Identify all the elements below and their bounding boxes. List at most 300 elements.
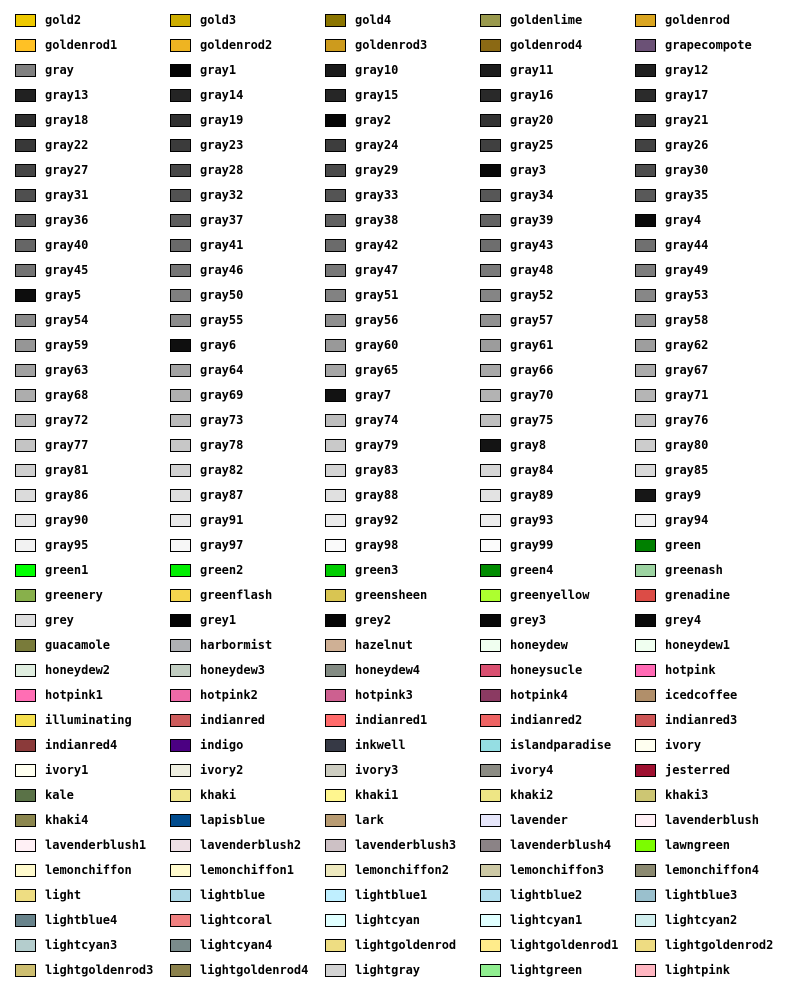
color-swatch-item (155, 850, 310, 875)
color-name-label: green (665, 538, 702, 552)
color-swatch-item (310, 575, 465, 600)
color-name-label: islandparadise (510, 738, 612, 752)
color-swatch-item (155, 75, 310, 100)
color-name-label: gray27 (45, 163, 89, 177)
color-swatch-item (0, 525, 155, 550)
color-swatch-item (465, 800, 620, 825)
color-name-label: indianred1 (355, 713, 428, 727)
color-name-label: lavenderblush4 (510, 838, 612, 852)
color-name-label: gold4 (355, 13, 392, 27)
color-name-label: gray58 (665, 313, 709, 327)
color-name-label: gray39 (510, 213, 554, 227)
color-name-label: goldenrod3 (355, 38, 428, 52)
color-swatch-item (465, 375, 620, 400)
color-swatch (635, 964, 656, 977)
color-name-label: lemonchiffon4 (665, 863, 759, 877)
color-swatch-item (310, 125, 465, 150)
color-swatch-item (620, 950, 775, 975)
color-swatch-item (155, 775, 310, 800)
color-swatch-item (310, 925, 465, 950)
color-swatch-item (310, 825, 465, 850)
color-swatch-item (155, 875, 310, 900)
color-name-label: lawngreen (665, 838, 731, 852)
color-name-label: lemonchiffon2 (355, 863, 449, 877)
color-name-label: hotpink2 (200, 688, 258, 702)
color-name-label: grapecompote (665, 38, 752, 52)
color-swatch-item (155, 600, 310, 625)
color-name-label: gray63 (45, 363, 89, 377)
color-name-label: lightblue2 (510, 888, 583, 902)
color-swatch-item (465, 250, 620, 275)
color-name-label: gray93 (510, 513, 554, 527)
color-name-label: illuminating (45, 713, 132, 727)
color-swatch-item (0, 350, 155, 375)
color-name-label: gray59 (45, 338, 89, 352)
color-name-label: indianred3 (665, 713, 738, 727)
color-name-label: lark (355, 813, 384, 827)
color-swatch-item (310, 650, 465, 675)
color-swatch-item (465, 775, 620, 800)
color-swatch-item (465, 825, 620, 850)
color-swatch-item (0, 675, 155, 700)
color-swatch-item (310, 775, 465, 800)
color-swatch-item (310, 950, 465, 975)
color-name-label: gray18 (45, 113, 89, 127)
color-name-label: guacamole (45, 638, 111, 652)
color-name-label: gray86 (45, 488, 89, 502)
color-name-label: gray69 (200, 388, 244, 402)
color-name-label: gray90 (45, 513, 89, 527)
color-name-label: gray60 (355, 338, 399, 352)
color-swatch-item (620, 825, 775, 850)
color-swatch-item (620, 425, 775, 450)
color-swatch-item (310, 400, 465, 425)
color-name-label: green2 (200, 563, 244, 577)
color-swatch-item (155, 925, 310, 950)
color-swatch-item (0, 275, 155, 300)
color-swatch-item (155, 625, 310, 650)
color-name-label: gray80 (665, 438, 709, 452)
color-swatch-item (0, 900, 155, 925)
color-name-label: gray72 (45, 413, 89, 427)
color-name-label: gray74 (355, 413, 399, 427)
color-name-label: gray71 (665, 388, 709, 402)
color-name-label: gray79 (355, 438, 399, 452)
color-swatch-item (155, 900, 310, 925)
color-name-label: gray61 (510, 338, 554, 352)
color-swatch-item (620, 275, 775, 300)
color-swatch-item (310, 225, 465, 250)
color-name-label: gray73 (200, 413, 244, 427)
color-name-label: gray23 (200, 138, 244, 152)
color-name-label: gray20 (510, 113, 554, 127)
color-swatch-item (620, 525, 775, 550)
color-name-label: greenyellow (510, 588, 590, 602)
color-swatch-item (310, 450, 465, 475)
color-name-label: inkwell (355, 738, 406, 752)
color-name-label: lightgoldenrod1 (510, 938, 619, 952)
color-name-label: gray42 (355, 238, 399, 252)
color-name-label: gray4 (665, 213, 702, 227)
color-swatch-item (310, 900, 465, 925)
color-swatch-item (620, 150, 775, 175)
color-name-label: lightgoldenrod4 (200, 963, 309, 977)
color-swatch-item (155, 250, 310, 275)
color-swatch-item (0, 775, 155, 800)
color-name-label: gray17 (665, 88, 709, 102)
color-swatch-item (620, 675, 775, 700)
color-swatch-item (0, 50, 155, 75)
color-name-label: grey3 (510, 613, 547, 627)
color-swatch-item (310, 50, 465, 75)
color-swatch-item (465, 900, 620, 925)
color-swatch (170, 964, 191, 977)
color-swatch-item (0, 25, 155, 50)
color-name-label: gray66 (510, 363, 554, 377)
color-swatch-item (0, 150, 155, 175)
color-name-label: ivory3 (355, 763, 399, 777)
color-name-label: lightgray (355, 963, 421, 977)
color-name-label: khaki4 (45, 813, 89, 827)
color-name-label: gray97 (200, 538, 244, 552)
color-swatch-item (310, 275, 465, 300)
color-name-label: gray78 (200, 438, 244, 452)
color-swatch-item (465, 275, 620, 300)
color-swatch-item (465, 0, 620, 25)
color-name-label: lavenderblush3 (355, 838, 457, 852)
color-name-label: green3 (355, 563, 399, 577)
color-name-label: lightcyan4 (200, 938, 273, 952)
color-swatch-item (310, 350, 465, 375)
color-name-label: gray8 (510, 438, 547, 452)
color-swatch-item (310, 600, 465, 625)
color-name-label: kale (45, 788, 74, 802)
color-swatch-item (465, 650, 620, 675)
color-swatch-item (310, 325, 465, 350)
color-swatch-item (465, 925, 620, 950)
color-name-label: gray5 (45, 288, 82, 302)
color-swatch-item (155, 0, 310, 25)
color-swatch-item (0, 475, 155, 500)
color-name-label: gray (45, 63, 74, 77)
color-name-label: gray31 (45, 188, 89, 202)
color-name-label: gray14 (200, 88, 244, 102)
color-swatch-item (465, 725, 620, 750)
color-name-label: ivory1 (45, 763, 89, 777)
color-name-label: goldenlime (510, 13, 583, 27)
color-name-label: gray21 (665, 113, 709, 127)
color-name-label: gray36 (45, 213, 89, 227)
color-swatch-item (465, 175, 620, 200)
color-swatch-item (0, 325, 155, 350)
color-name-label: indianred2 (510, 713, 583, 727)
color-swatch-item (155, 475, 310, 500)
color-swatch-item (465, 575, 620, 600)
color-name-label: gray47 (355, 263, 399, 277)
color-swatch-item (0, 950, 155, 975)
color-swatch-item (465, 150, 620, 175)
color-swatch-item (620, 775, 775, 800)
color-name-label: goldenrod (665, 13, 731, 27)
color-name-label: lemonchiffon (45, 863, 132, 877)
color-swatch-item (620, 600, 775, 625)
color-swatch-item (310, 725, 465, 750)
color-name-label: khaki2 (510, 788, 554, 802)
color-swatch-item (465, 700, 620, 725)
color-swatch-item (620, 550, 775, 575)
color-name-label: honeydew3 (200, 663, 266, 677)
color-swatch-item (155, 375, 310, 400)
color-swatch-item (465, 850, 620, 875)
color-swatch-item (465, 50, 620, 75)
color-name-label: gray51 (355, 288, 399, 302)
color-name-label: lightcyan1 (510, 913, 583, 927)
color-swatch-item (0, 875, 155, 900)
color-name-label: gray33 (355, 188, 399, 202)
color-name-label: gray6 (200, 338, 237, 352)
color-swatch-item (155, 150, 310, 175)
color-name-label: honeysucle (510, 663, 583, 677)
color-swatch-item (155, 825, 310, 850)
color-name-label: grey2 (355, 613, 392, 627)
color-swatch-item (465, 450, 620, 475)
color-swatch-item (465, 200, 620, 225)
color-swatch-item (0, 100, 155, 125)
color-name-label: lightcoral (200, 913, 273, 927)
color-name-label: lavender (510, 813, 568, 827)
color-swatch-item (0, 425, 155, 450)
color-swatch-item (465, 525, 620, 550)
color-swatch-item (310, 25, 465, 50)
color-swatch-item (620, 725, 775, 750)
color-swatch-item (620, 0, 775, 25)
color-name-label: gray84 (510, 463, 554, 477)
color-swatch-item (310, 525, 465, 550)
color-name-label: gray25 (510, 138, 554, 152)
color-swatch-item (310, 200, 465, 225)
color-swatch-item (620, 575, 775, 600)
color-name-label: ivory2 (200, 763, 244, 777)
color-swatch-item (620, 475, 775, 500)
color-swatch-item (0, 575, 155, 600)
color-swatch-item (155, 225, 310, 250)
color-swatch-item (465, 75, 620, 100)
color-swatch-item (155, 175, 310, 200)
color-name-label: gray12 (665, 63, 709, 77)
color-swatch-item (620, 400, 775, 425)
color-name-label: indianred4 (45, 738, 118, 752)
color-swatch-item (620, 875, 775, 900)
color-name-label: gray24 (355, 138, 399, 152)
color-name-label: gray3 (510, 163, 547, 177)
color-swatch-item (620, 700, 775, 725)
color-swatch-item (465, 600, 620, 625)
color-name-label: lemonchiffon1 (200, 863, 294, 877)
color-swatch-item (0, 925, 155, 950)
color-name-label: jesterred (665, 763, 731, 777)
color-name-label: gray7 (355, 388, 392, 402)
color-name-label: gray88 (355, 488, 399, 502)
color-name-label: lightcyan2 (665, 913, 738, 927)
color-swatch-item (620, 450, 775, 475)
color-name-label: lightblue1 (355, 888, 428, 902)
color-name-label: hotpink1 (45, 688, 103, 702)
color-swatch-item (310, 250, 465, 275)
color-name-label: gray91 (200, 513, 244, 527)
color-name-label: gray11 (510, 63, 554, 77)
color-swatch-item (620, 300, 775, 325)
color-swatch-item (620, 800, 775, 825)
color-name-label: grenadine (665, 588, 731, 602)
color-name-label: grey (45, 613, 74, 627)
color-swatch-item (465, 425, 620, 450)
color-swatch-item (155, 500, 310, 525)
color-name-label: gray2 (355, 113, 392, 127)
color-swatch-item (310, 0, 465, 25)
color-swatch-item (0, 800, 155, 825)
color-swatch-item (310, 75, 465, 100)
color-name-label: lavenderblush2 (200, 838, 302, 852)
color-name-label: gray40 (45, 238, 89, 252)
color-swatch-item (620, 225, 775, 250)
color-swatch-item (620, 375, 775, 400)
color-name-label: honeydew1 (665, 638, 731, 652)
color-name-label: gray10 (355, 63, 399, 77)
color-swatch-item (0, 725, 155, 750)
color-swatch-item (155, 325, 310, 350)
color-swatch-item (155, 25, 310, 50)
color-name-label: lavenderblush (665, 813, 759, 827)
color-swatch-item (0, 825, 155, 850)
color-name-label: gray19 (200, 113, 244, 127)
color-name-label: greenash (665, 563, 723, 577)
color-swatch-item (0, 375, 155, 400)
color-name-label: gray15 (355, 88, 399, 102)
color-swatch-item (310, 875, 465, 900)
color-name-label: gray75 (510, 413, 554, 427)
color-name-label: gray52 (510, 288, 554, 302)
color-name-label: grey4 (665, 613, 702, 627)
color-swatch-item (0, 125, 155, 150)
color-swatch-item (620, 50, 775, 75)
color-name-label: gray99 (510, 538, 554, 552)
color-swatch-item (620, 325, 775, 350)
color-name-label: gray29 (355, 163, 399, 177)
color-name-label: greensheen (355, 588, 428, 602)
color-name-label: gray38 (355, 213, 399, 227)
color-swatch-item (620, 500, 775, 525)
color-name-label: gray70 (510, 388, 554, 402)
color-swatch-item (620, 25, 775, 50)
color-name-label: indianred (200, 713, 266, 727)
color-swatch-item (465, 300, 620, 325)
color-name-label: harbormist (200, 638, 273, 652)
color-swatch-item (465, 225, 620, 250)
color-name-label: goldenrod4 (510, 38, 583, 52)
color-swatch-item (310, 675, 465, 700)
color-name-label: hazelnut (355, 638, 413, 652)
color-swatch-item (465, 500, 620, 525)
color-swatch-item (465, 475, 620, 500)
color-swatch-item (155, 725, 310, 750)
color-name-label: lightpink (665, 963, 731, 977)
color-swatch-item (465, 550, 620, 575)
color-name-label: greenery (45, 588, 103, 602)
color-swatch-item (310, 550, 465, 575)
color-name-label: gray32 (200, 188, 244, 202)
color-swatch-item (620, 750, 775, 775)
color-swatch-item (310, 300, 465, 325)
color-swatch-item (155, 575, 310, 600)
color-name-label: gray89 (510, 488, 554, 502)
color-swatch-item (620, 850, 775, 875)
color-swatch-item (155, 750, 310, 775)
color-swatch-item (155, 425, 310, 450)
color-name-label: gray49 (665, 263, 709, 277)
color-name-label: ivory4 (510, 763, 554, 777)
color-swatch-item (620, 100, 775, 125)
color-swatch-item (310, 150, 465, 175)
color-name-label: lavenderblush1 (45, 838, 147, 852)
color-swatch-item (0, 650, 155, 675)
color-name-label: lightgoldenrod3 (45, 963, 154, 977)
color-swatch-item (310, 625, 465, 650)
color-swatch-item (620, 75, 775, 100)
color-swatch-item (465, 325, 620, 350)
color-name-label: gray13 (45, 88, 89, 102)
color-name-label: gray46 (200, 263, 244, 277)
color-name-label: gray22 (45, 138, 89, 152)
color-name-label: gray48 (510, 263, 554, 277)
color-swatch-item (465, 750, 620, 775)
color-swatch-item (465, 400, 620, 425)
color-swatch-item (465, 25, 620, 50)
color-name-label: lightgoldenrod (355, 938, 457, 952)
color-swatch-item (155, 275, 310, 300)
color-name-label: gray64 (200, 363, 244, 377)
color-swatch-item (620, 900, 775, 925)
color-name-label: khaki1 (355, 788, 399, 802)
color-swatch-item (620, 175, 775, 200)
color-swatch-item (310, 375, 465, 400)
color-name-label: gray56 (355, 313, 399, 327)
color-name-label: khaki3 (665, 788, 709, 802)
color-name-label: goldenrod1 (45, 38, 118, 52)
color-name-label: gray94 (665, 513, 709, 527)
color-swatch-item (465, 950, 620, 975)
color-name-label: lightblue3 (665, 888, 738, 902)
color-name-label: gray35 (665, 188, 709, 202)
color-name-label: lightblue (200, 888, 266, 902)
color-name-label: gray43 (510, 238, 554, 252)
color-swatch-item (0, 700, 155, 725)
color-swatch-item (0, 400, 155, 425)
color-swatch-item (0, 175, 155, 200)
color-name-label: gray53 (665, 288, 709, 302)
color-name-label: ivory (665, 738, 702, 752)
color-name-label: gray67 (665, 363, 709, 377)
color-name-label: gray34 (510, 188, 554, 202)
color-name-label: gray82 (200, 463, 244, 477)
color-name-label: gray92 (355, 513, 399, 527)
color-swatch-item (0, 850, 155, 875)
color-swatch-item (310, 475, 465, 500)
color-swatch-item (310, 850, 465, 875)
color-name-label: greenflash (200, 588, 273, 602)
color-swatch-item (465, 675, 620, 700)
color-swatch-item (155, 800, 310, 825)
color-name-label: gray50 (200, 288, 244, 302)
